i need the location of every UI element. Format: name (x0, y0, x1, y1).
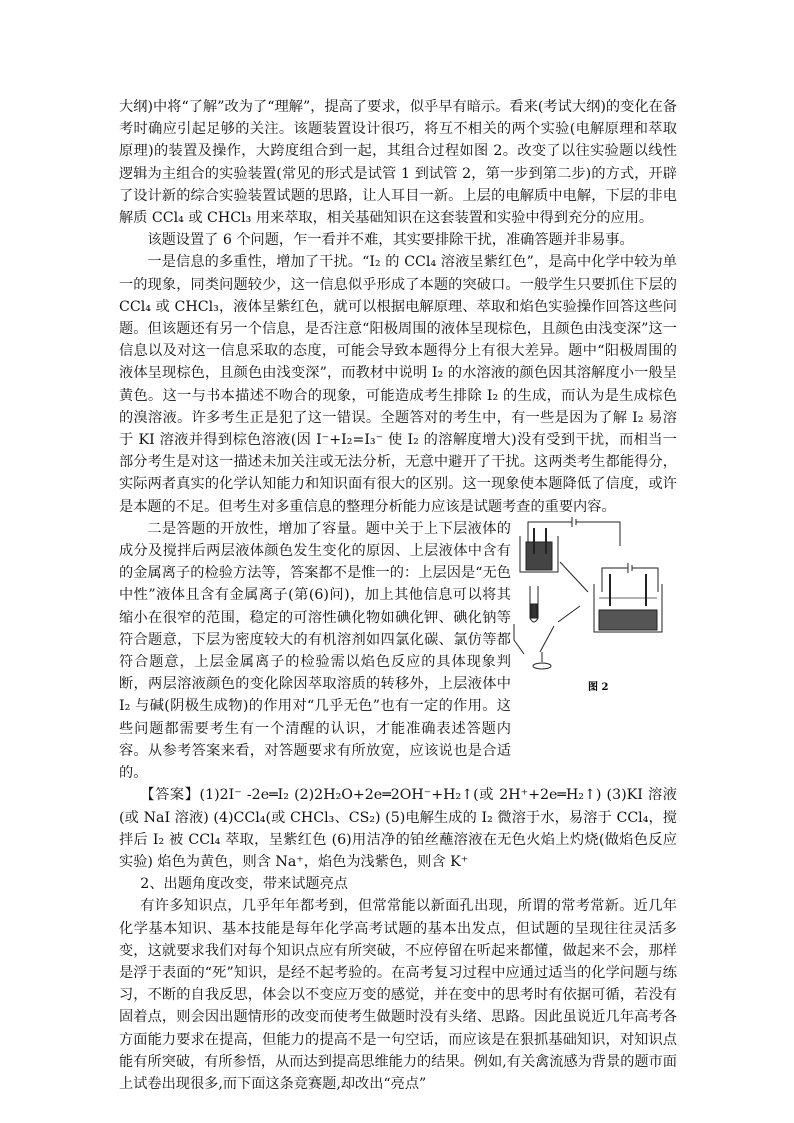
paragraph-1: 大纲)中将“了解”改为了“理解”，提高了要求，似乎早有暗示。看来(考试大纲)的变化在备考时确应引起足够的关注。该题装置设计很巧，将互不相关的两个实验(电解原理和萃取原理)的装置及操作，大跨度组合到一起，其组合过程如图 2。改变了以往实验题以线性逻辑为主组合的实验装置(常见的形式是试管 1 到试管 2，第一步到第二步)的方式，开辟了设计新的综合实验装置试题的思路，让人耳目一新。上层的电解质中电解，下层的非电解质 CCl₄ 或 CHCl₃ 用来萃取，相关基础知识在这套装置和实验中得到充分的应用。 (119, 99, 677, 227)
paragraph-5: 有许多知识点，几乎年年都考到，但常常能以新面孔出现，所谓的常考常新。近几年化学基本知识、基本技能是每年化学高考试题的基本出发点，但试题的呈现往往灵活多变，这就要求我们对每个知识点应有所突破，不应停留在听起来都懂，做起来不会，那样是浮于表面的“死”知识，是经不起考验的。在高考复习过程中应通过适当的化学问题与练习，不断的自我反思，体会以不变应万变的感觉，并在变中的思考时有依据可循，若没有固着点，则会因出题情形的改变而使考生做题时没有头绪、思路。因此虽说近几年高考各方面能力要求在提高，但能力的提高不是一句空话，而应该是在狠抓基础知识，对知识点能有所突破，有所参悟，从而达到提高思维能力的结果。例如,有关禽流感为背景的题市面上试卷出现很多,而下面这条竞赛题,却改出“亮点” (119, 898, 677, 1092)
paragraph-2: 该题设置了 6 个问题，乍一看并不难，其实要排除干扰，准确答题并非易事。 (147, 232, 634, 249)
paragraph-4: 二是答题的开放性，增加了容量。题中关于上下层液体的成分及搅拌后两层液体颜色发生变化的原因、上层液体中含有的金属离子的检验方法等，答案都不是惟一的：上层因是“无色中性”液体且含有金属离子(第(6)问)，加上其他信息可以将其缩小在很窄的范围，稳定的可溶性碘化物如碘化钾、碘化钠等符合题意，下层为密度较大的有机溶剂如四氯化碳、氯仿等都符合题意，上层金属离子的检验需以焰色反应的具体现象判断，两层溶液颜色的变化除因萃取溶质的转移外，上层液体中 I₂ 与碱(阴极生成物)的作用对“几乎无色”也有一定的作用。这些问题都需要考生有一个清醒的认识，才能准确表述答题内容。从参考答案来看，对答题要求有所放宽，应该说也是合适的。 (119, 518, 677, 784)
section-2-heading: 2、出题角度改变，带来试题亮点 (140, 876, 348, 893)
answer-paragraph: 【答案】(1)2I⁻ -2e═I₂ (2)2H₂O+2e═2OH⁻+H₂↑(或 2H⁺+2e═H₂↑) (3)KI 溶液(或 NaI 溶液) (4)CCl₄(或 CHCl₃、CS₂) (5)电解生成的 I₂ 微溶于水，易溶于 CCl₄，搅拌后 I₂ 被 CCl₄ 萃取，呈紫红色 (6)用洁净的铂丝蘸溶液在无色火焰上灼烧(做焰色反应实验) 焰色为黄色，则含 Na⁺，焰色为浅紫色，则含 K⁺ (119, 787, 677, 870)
apparatus-diagram (510, 514, 674, 699)
paragraph-3: 一是信息的多重性，增加了干扰。“I₂ 的 CCl₄ 溶液呈紫红色”，是高中化学中较为单一的现象，同类问题较少，这一信息似乎形成了本题的突破口。一般学生只要抓住下层的 CCl₄ 或 CHCl₃，液体呈紫红色，就可以根据电解原理、萃取和焰色实验操作回答这些问题。但该题还有另一个信息，是否注意“阳极周围的液体呈现棕色，且颜色由浅变深”这一信息以及对这一信息采取的态度，可能会导致本题得分上有很大差异。题中“阳极周围的液体呈现棕色，且颜色由浅变深”，而教材中说明 I₂ 的水溶液的颜色因其溶解度小一般呈黄色。这一与书本描述不吻合的现象，可能造成考生排除 I₂ 的生成，而认为是生成棕色的溴溶液。许多考生正是犯了这一错误。全题答对的考生中，有一些是因为了解 I₂ 易溶于 KI 溶液并得到棕色溶液(因 I⁻+I₂=I₃⁻ 使 I₂ 的溶解度增大)没有受到干扰，而相当一部分考生是对这一描述未加关注或无法分析，无意中避开了干扰。这两类考生都能得分，实际两者真实的化学认知能力和知识面有很大的区别。这一现象使本题降低了信度，或许是本题的不足。但考生对多重信息的整理分析能力应该是试题考查的重要内容。 (119, 254, 677, 515)
figure-caption: 图 2 (588, 682, 609, 693)
figure-2 (510, 514, 674, 699)
